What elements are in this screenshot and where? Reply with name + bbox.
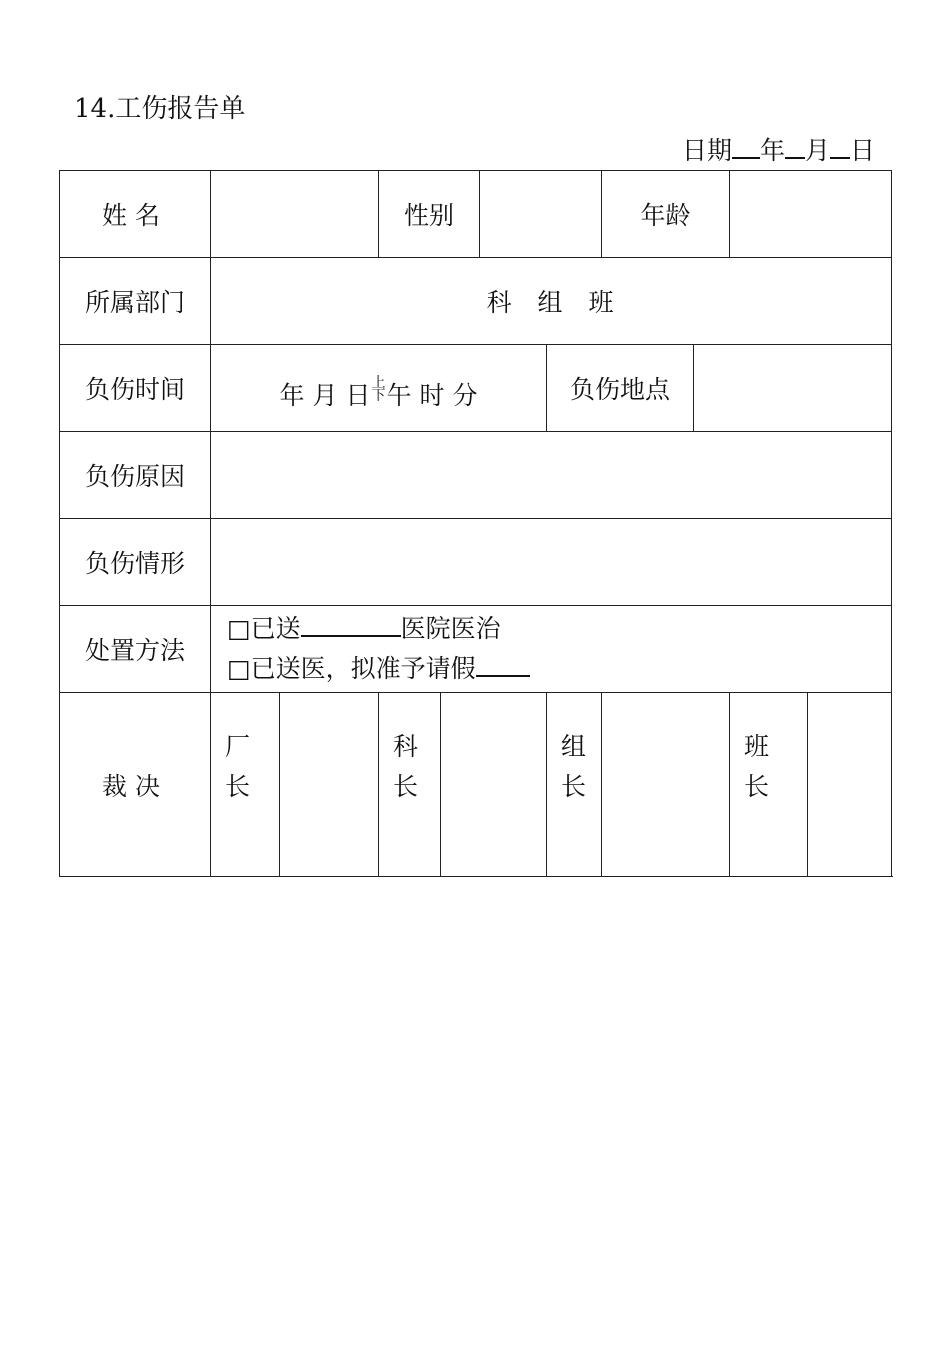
injury-time-label: 负伤时间 xyxy=(84,375,185,404)
dept-label-cell xyxy=(60,258,211,345)
date-year-blank[interactable] xyxy=(732,133,760,159)
section-head-field[interactable] xyxy=(441,693,547,877)
row-injury-cause xyxy=(60,432,892,519)
team-head-label: 班 长 xyxy=(730,693,808,877)
time-am: 上 xyxy=(371,374,386,391)
decision-label: 裁决 xyxy=(101,771,168,801)
document-title: 14.工伤报告单 xyxy=(74,94,246,124)
injury-situation-field[interactable] xyxy=(211,519,892,606)
injury-time-value xyxy=(279,376,477,412)
time-day: 日 xyxy=(345,381,371,410)
injury-place-field[interactable] xyxy=(694,345,892,432)
row-injury-situation xyxy=(60,519,892,606)
injury-cause-label-cell xyxy=(60,432,211,519)
report-date xyxy=(682,133,875,168)
dept-field[interactable] xyxy=(211,258,892,345)
row-injury-time xyxy=(60,345,892,432)
age-label: 年龄 xyxy=(640,201,691,230)
age-field[interactable] xyxy=(730,171,892,258)
date-month-label: 月 xyxy=(804,136,830,165)
date-label: 日期 xyxy=(681,136,732,165)
time-noon: 午 xyxy=(386,381,412,410)
team-head-field[interactable] xyxy=(808,693,892,877)
date-month-blank[interactable] xyxy=(785,133,805,159)
injury-report-form xyxy=(59,170,892,877)
time-minute: 分 xyxy=(452,381,478,410)
injury-situation-label: 负伤情形 xyxy=(84,549,185,578)
section-head-label: 科 长 xyxy=(379,693,441,877)
time-month: 月 xyxy=(312,381,338,410)
date-day-label: 日 xyxy=(849,136,875,165)
row-handling xyxy=(60,606,892,693)
dept-value: 科 组 班 xyxy=(486,288,616,317)
handling-label-cell xyxy=(60,606,211,693)
injury-time-field[interactable] xyxy=(211,345,547,432)
group-head-field[interactable] xyxy=(602,693,730,877)
hospital-checkbox[interactable]: □ xyxy=(227,614,251,643)
handling-option-hospital xyxy=(227,609,891,649)
leave-text: 已送医，拟准予请假 xyxy=(250,654,476,683)
hospital-name-blank[interactable] xyxy=(301,609,401,637)
row-department xyxy=(60,258,892,345)
time-year: 年 xyxy=(279,381,305,410)
group-head-label: 组 长 xyxy=(547,693,602,877)
decision-label-cell xyxy=(60,693,211,877)
hospital-suffix: 医院医治 xyxy=(400,614,501,643)
leave-checkbox[interactable]: □ xyxy=(227,654,251,683)
time-hour: 时 xyxy=(419,381,445,410)
gender-label: 性别 xyxy=(404,201,455,230)
name-label: 姓名 xyxy=(101,201,168,230)
row-decision xyxy=(60,693,892,877)
factory-head-field[interactable] xyxy=(280,693,379,877)
gender-field[interactable] xyxy=(480,171,602,258)
leave-days-blank[interactable] xyxy=(476,649,530,677)
gender-label-cell xyxy=(379,171,480,258)
dept-label: 所属部门 xyxy=(84,288,185,317)
handling-option-leave xyxy=(227,649,891,689)
age-label-cell xyxy=(602,171,730,258)
name-field[interactable] xyxy=(211,171,379,258)
handling-label: 处置方法 xyxy=(84,636,185,665)
injury-place-label-cell xyxy=(547,345,694,432)
date-day-blank[interactable] xyxy=(830,133,850,159)
date-year-label: 年 xyxy=(759,136,785,165)
injury-cause-label: 负伤原因 xyxy=(84,462,185,491)
injury-place-label: 负伤地点 xyxy=(570,375,671,404)
handling-options xyxy=(211,606,892,693)
hospital-prefix: 已送 xyxy=(250,614,301,643)
name-label-cell xyxy=(60,171,211,258)
injury-situation-label-cell xyxy=(60,519,211,606)
factory-head-label: 厂 长 xyxy=(211,693,280,877)
time-pm: 下 xyxy=(371,387,386,404)
injury-time-label-cell xyxy=(60,345,211,432)
injury-cause-field[interactable] xyxy=(211,432,892,519)
row-basic-info xyxy=(60,171,892,258)
am-pm-stack xyxy=(371,374,386,404)
